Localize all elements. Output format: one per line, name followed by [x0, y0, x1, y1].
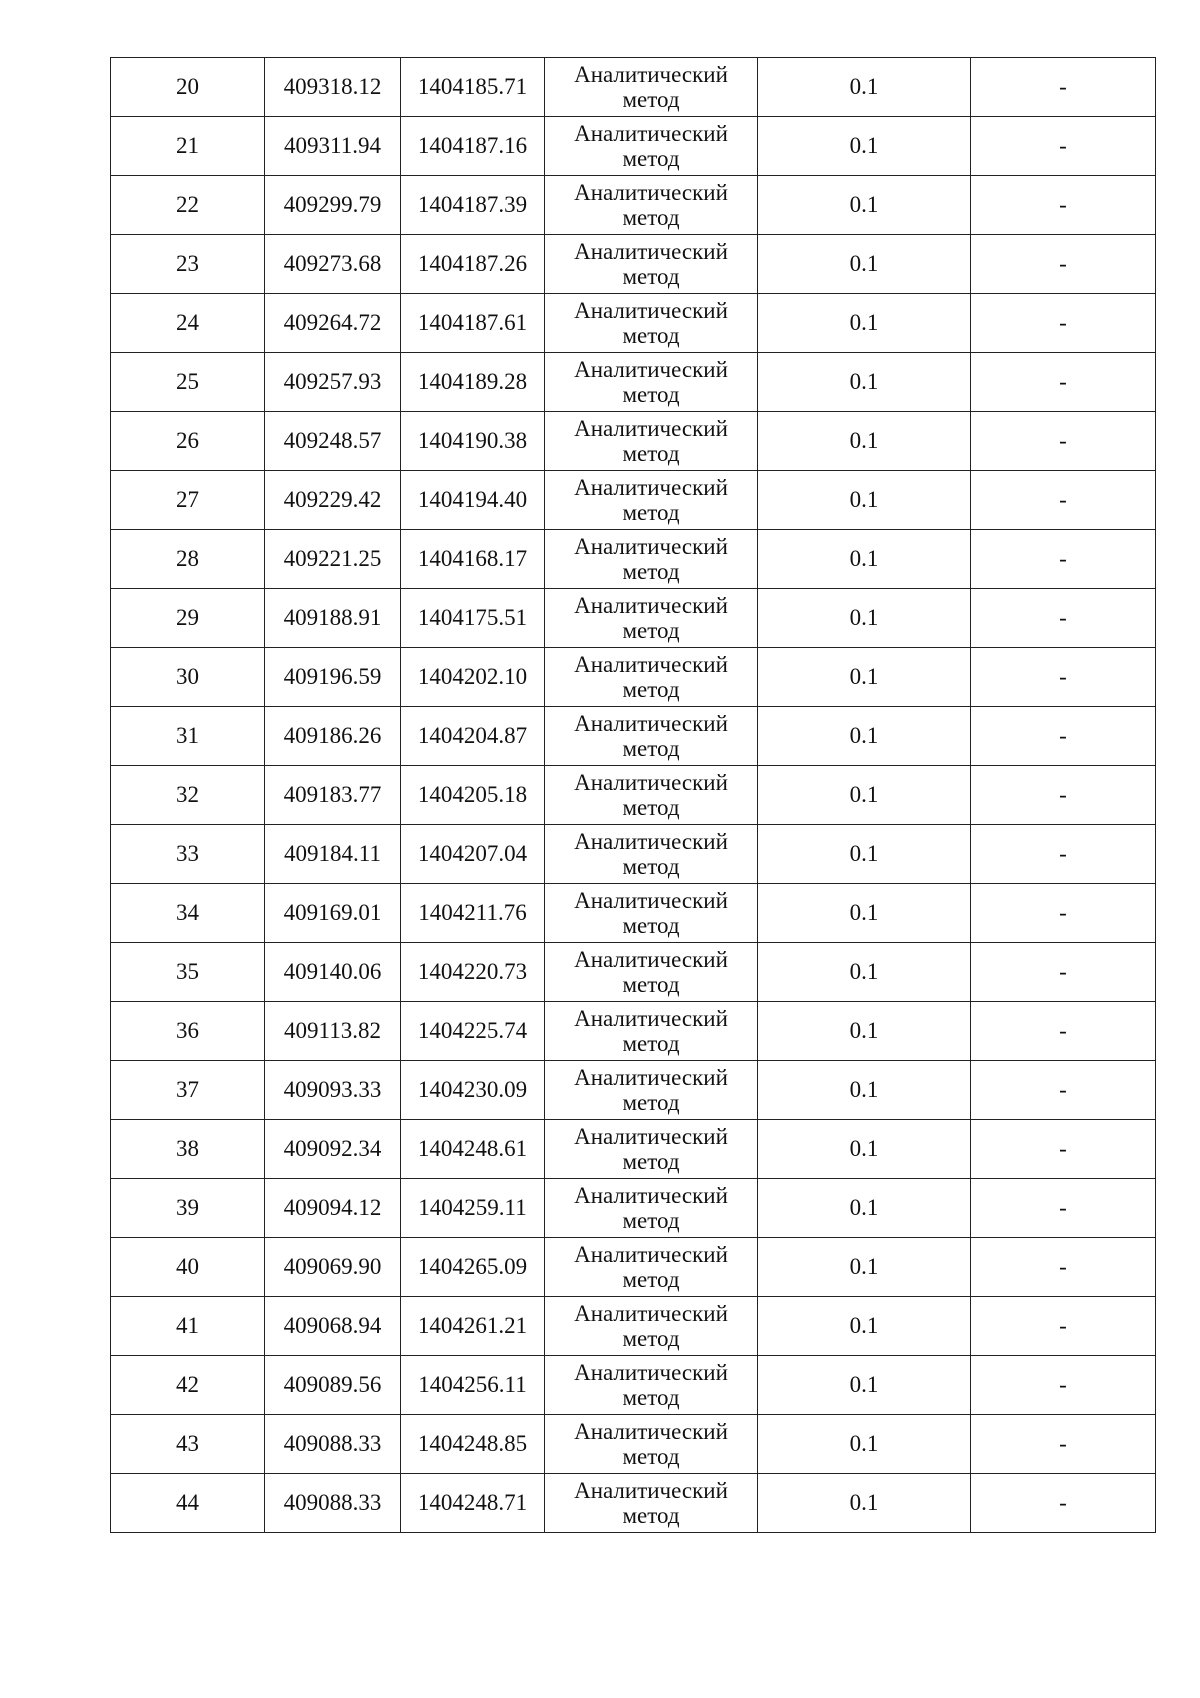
accuracy-cell: 0.1 [758, 825, 971, 884]
point-number-cell: 32 [111, 766, 265, 825]
method-line-2: метод [622, 795, 680, 820]
table-row [111, 294, 1156, 353]
method-cell [545, 530, 758, 589]
x-coordinate-cell: 409140.06 [265, 943, 401, 1002]
method-line-1: Аналитический [574, 592, 728, 618]
note-cell: - [971, 1415, 1156, 1474]
table-row [111, 1061, 1156, 1120]
table-row [111, 1179, 1156, 1238]
method-line-1: Аналитический [574, 356, 728, 382]
point-number-cell: 20 [111, 58, 265, 117]
y-coordinate-cell: 1404248.61 [401, 1120, 545, 1179]
method-line-2: метод [622, 677, 680, 702]
table-row [111, 1238, 1156, 1297]
method-cell [545, 176, 758, 235]
x-coordinate-cell: 409088.33 [265, 1415, 401, 1474]
method-line-1: Аналитический [574, 120, 728, 146]
accuracy-cell: 0.1 [758, 412, 971, 471]
x-coordinate-cell: 409264.72 [265, 294, 401, 353]
x-coordinate-cell: 409094.12 [265, 1179, 401, 1238]
method-cell [545, 648, 758, 707]
method-line-1: Аналитический [574, 887, 728, 913]
method-line-2: метод [622, 382, 680, 407]
method-cell [545, 1415, 758, 1474]
method-cell [545, 589, 758, 648]
x-coordinate-cell: 409186.26 [265, 707, 401, 766]
y-coordinate-cell: 1404187.39 [401, 176, 545, 235]
accuracy-cell: 0.1 [758, 1356, 971, 1415]
method-line-1: Аналитический [574, 179, 728, 205]
method-line-1: Аналитический [574, 1418, 728, 1444]
note-cell: - [971, 884, 1156, 943]
method-line-1: Аналитический [574, 238, 728, 264]
method-line-2: метод [622, 87, 680, 112]
note-cell: - [971, 58, 1156, 117]
x-coordinate-cell: 409184.11 [265, 825, 401, 884]
table-row [111, 353, 1156, 412]
y-coordinate-cell: 1404187.61 [401, 294, 545, 353]
x-coordinate-cell: 409088.33 [265, 1474, 401, 1533]
y-coordinate-cell: 1404248.85 [401, 1415, 545, 1474]
accuracy-cell: 0.1 [758, 648, 971, 707]
accuracy-cell: 0.1 [758, 235, 971, 294]
point-number-cell: 28 [111, 530, 265, 589]
note-cell: - [971, 1179, 1156, 1238]
x-coordinate-cell: 409221.25 [265, 530, 401, 589]
x-coordinate-cell: 409169.01 [265, 884, 401, 943]
note-cell: - [971, 294, 1156, 353]
method-line-1: Аналитический [574, 474, 728, 500]
method-line-2: метод [622, 1208, 680, 1233]
table-row [111, 884, 1156, 943]
method-cell [545, 884, 758, 943]
method-line-2: метод [622, 1444, 680, 1469]
note-cell: - [971, 1061, 1156, 1120]
method-line-1: Аналитический [574, 1182, 728, 1208]
method-line-1: Аналитический [574, 1123, 728, 1149]
table-row [111, 943, 1156, 1002]
y-coordinate-cell: 1404189.28 [401, 353, 545, 412]
method-line-1: Аналитический [574, 946, 728, 972]
method-line-2: метод [622, 972, 680, 997]
method-cell [545, 1356, 758, 1415]
y-coordinate-cell: 1404265.09 [401, 1238, 545, 1297]
accuracy-cell: 0.1 [758, 1297, 971, 1356]
method-line-2: метод [622, 913, 680, 938]
table-row [111, 1002, 1156, 1061]
note-cell: - [971, 943, 1156, 1002]
method-cell [545, 1120, 758, 1179]
method-line-1: Аналитический [574, 297, 728, 323]
coordinates-table-body [111, 58, 1156, 1533]
point-number-cell: 31 [111, 707, 265, 766]
method-cell [545, 294, 758, 353]
accuracy-cell: 0.1 [758, 1238, 971, 1297]
y-coordinate-cell: 1404194.40 [401, 471, 545, 530]
accuracy-cell: 0.1 [758, 707, 971, 766]
x-coordinate-cell: 409113.82 [265, 1002, 401, 1061]
accuracy-cell: 0.1 [758, 117, 971, 176]
note-cell: - [971, 412, 1156, 471]
y-coordinate-cell: 1404211.76 [401, 884, 545, 943]
point-number-cell: 44 [111, 1474, 265, 1533]
table-row [111, 58, 1156, 117]
method-cell [545, 1238, 758, 1297]
y-coordinate-cell: 1404256.11 [401, 1356, 545, 1415]
table-row [111, 1120, 1156, 1179]
y-coordinate-cell: 1404187.16 [401, 117, 545, 176]
method-line-2: метод [622, 1385, 680, 1410]
method-line-2: метод [622, 1326, 680, 1351]
method-line-2: метод [622, 618, 680, 643]
y-coordinate-cell: 1404248.71 [401, 1474, 545, 1533]
note-cell: - [971, 1356, 1156, 1415]
x-coordinate-cell: 409299.79 [265, 176, 401, 235]
accuracy-cell: 0.1 [758, 1061, 971, 1120]
note-cell: - [971, 176, 1156, 235]
method-line-1: Аналитический [574, 1005, 728, 1031]
x-coordinate-cell: 409068.94 [265, 1297, 401, 1356]
note-cell: - [971, 235, 1156, 294]
y-coordinate-cell: 1404185.71 [401, 58, 545, 117]
method-line-1: Аналитический [574, 1477, 728, 1503]
y-coordinate-cell: 1404187.26 [401, 235, 545, 294]
accuracy-cell: 0.1 [758, 353, 971, 412]
x-coordinate-cell: 409248.57 [265, 412, 401, 471]
note-cell: - [971, 707, 1156, 766]
point-number-cell: 30 [111, 648, 265, 707]
point-number-cell: 29 [111, 589, 265, 648]
coordinates-table [110, 57, 1156, 1533]
table-row [111, 589, 1156, 648]
accuracy-cell: 0.1 [758, 176, 971, 235]
accuracy-cell: 0.1 [758, 1179, 971, 1238]
method-line-1: Аналитический [574, 1064, 728, 1090]
note-cell: - [971, 1297, 1156, 1356]
point-number-cell: 37 [111, 1061, 265, 1120]
method-line-1: Аналитический [574, 1241, 728, 1267]
y-coordinate-cell: 1404190.38 [401, 412, 545, 471]
method-line-1: Аналитический [574, 828, 728, 854]
method-line-2: метод [622, 1031, 680, 1056]
note-cell: - [971, 589, 1156, 648]
table-row [111, 176, 1156, 235]
note-cell: - [971, 825, 1156, 884]
method-line-2: метод [622, 1149, 680, 1174]
table-row [111, 1415, 1156, 1474]
y-coordinate-cell: 1404220.73 [401, 943, 545, 1002]
method-line-1: Аналитический [574, 651, 728, 677]
method-cell [545, 471, 758, 530]
y-coordinate-cell: 1404230.09 [401, 1061, 545, 1120]
table-row [111, 471, 1156, 530]
note-cell: - [971, 471, 1156, 530]
point-number-cell: 23 [111, 235, 265, 294]
point-number-cell: 40 [111, 1238, 265, 1297]
y-coordinate-cell: 1404259.11 [401, 1179, 545, 1238]
x-coordinate-cell: 409311.94 [265, 117, 401, 176]
accuracy-cell: 0.1 [758, 471, 971, 530]
table-row [111, 412, 1156, 471]
method-line-2: метод [622, 854, 680, 879]
accuracy-cell: 0.1 [758, 766, 971, 825]
table-row [111, 825, 1156, 884]
table-row [111, 235, 1156, 294]
method-line-2: метод [622, 559, 680, 584]
x-coordinate-cell: 409188.91 [265, 589, 401, 648]
point-number-cell: 26 [111, 412, 265, 471]
method-line-1: Аналитический [574, 1359, 728, 1385]
method-line-1: Аналитический [574, 769, 728, 795]
method-line-2: метод [622, 1090, 680, 1115]
note-cell: - [971, 1002, 1156, 1061]
note-cell: - [971, 1120, 1156, 1179]
table-row [111, 117, 1156, 176]
note-cell: - [971, 648, 1156, 707]
method-cell [545, 412, 758, 471]
point-number-cell: 42 [111, 1356, 265, 1415]
table-row [111, 766, 1156, 825]
y-coordinate-cell: 1404175.51 [401, 589, 545, 648]
method-line-1: Аналитический [574, 710, 728, 736]
note-cell: - [971, 1238, 1156, 1297]
method-line-2: метод [622, 323, 680, 348]
y-coordinate-cell: 1404205.18 [401, 766, 545, 825]
table-row [111, 1474, 1156, 1533]
point-number-cell: 22 [111, 176, 265, 235]
note-cell: - [971, 353, 1156, 412]
method-cell [545, 707, 758, 766]
method-cell [545, 1179, 758, 1238]
y-coordinate-cell: 1404225.74 [401, 1002, 545, 1061]
accuracy-cell: 0.1 [758, 943, 971, 1002]
table-row [111, 648, 1156, 707]
method-line-2: метод [622, 1503, 680, 1528]
x-coordinate-cell: 409318.12 [265, 58, 401, 117]
method-cell [545, 1061, 758, 1120]
method-cell [545, 353, 758, 412]
accuracy-cell: 0.1 [758, 1002, 971, 1061]
method-cell [545, 766, 758, 825]
method-line-2: метод [622, 500, 680, 525]
method-line-2: метод [622, 205, 680, 230]
method-cell [545, 117, 758, 176]
point-number-cell: 39 [111, 1179, 265, 1238]
method-cell [545, 58, 758, 117]
y-coordinate-cell: 1404207.04 [401, 825, 545, 884]
y-coordinate-cell: 1404168.17 [401, 530, 545, 589]
method-cell [545, 235, 758, 294]
accuracy-cell: 0.1 [758, 58, 971, 117]
table-row [111, 530, 1156, 589]
accuracy-cell: 0.1 [758, 530, 971, 589]
method-line-2: метод [622, 264, 680, 289]
point-number-cell: 33 [111, 825, 265, 884]
method-cell [545, 1297, 758, 1356]
table-row [111, 1356, 1156, 1415]
method-cell [545, 943, 758, 1002]
point-number-cell: 38 [111, 1120, 265, 1179]
x-coordinate-cell: 409089.56 [265, 1356, 401, 1415]
point-number-cell: 43 [111, 1415, 265, 1474]
x-coordinate-cell: 409273.68 [265, 235, 401, 294]
accuracy-cell: 0.1 [758, 1120, 971, 1179]
accuracy-cell: 0.1 [758, 1415, 971, 1474]
x-coordinate-cell: 409196.59 [265, 648, 401, 707]
point-number-cell: 25 [111, 353, 265, 412]
x-coordinate-cell: 409257.93 [265, 353, 401, 412]
y-coordinate-cell: 1404261.21 [401, 1297, 545, 1356]
accuracy-cell: 0.1 [758, 1474, 971, 1533]
method-line-1: Аналитический [574, 61, 728, 87]
note-cell: - [971, 766, 1156, 825]
method-line-2: метод [622, 736, 680, 761]
x-coordinate-cell: 409183.77 [265, 766, 401, 825]
method-cell [545, 1002, 758, 1061]
point-number-cell: 36 [111, 1002, 265, 1061]
point-number-cell: 24 [111, 294, 265, 353]
point-number-cell: 35 [111, 943, 265, 1002]
note-cell: - [971, 117, 1156, 176]
point-number-cell: 21 [111, 117, 265, 176]
point-number-cell: 27 [111, 471, 265, 530]
x-coordinate-cell: 409092.34 [265, 1120, 401, 1179]
method-line-2: метод [622, 441, 680, 466]
x-coordinate-cell: 409229.42 [265, 471, 401, 530]
method-line-1: Аналитический [574, 533, 728, 559]
point-number-cell: 41 [111, 1297, 265, 1356]
point-number-cell: 34 [111, 884, 265, 943]
method-line-2: метод [622, 1267, 680, 1292]
y-coordinate-cell: 1404204.87 [401, 707, 545, 766]
accuracy-cell: 0.1 [758, 884, 971, 943]
method-line-1: Аналитический [574, 415, 728, 441]
note-cell: - [971, 530, 1156, 589]
x-coordinate-cell: 409069.90 [265, 1238, 401, 1297]
table-row [111, 707, 1156, 766]
x-coordinate-cell: 409093.33 [265, 1061, 401, 1120]
note-cell: - [971, 1474, 1156, 1533]
method-line-1: Аналитический [574, 1300, 728, 1326]
y-coordinate-cell: 1404202.10 [401, 648, 545, 707]
accuracy-cell: 0.1 [758, 589, 971, 648]
table-row [111, 1297, 1156, 1356]
method-cell [545, 825, 758, 884]
method-cell [545, 1474, 758, 1533]
accuracy-cell: 0.1 [758, 294, 971, 353]
method-line-2: метод [622, 146, 680, 171]
